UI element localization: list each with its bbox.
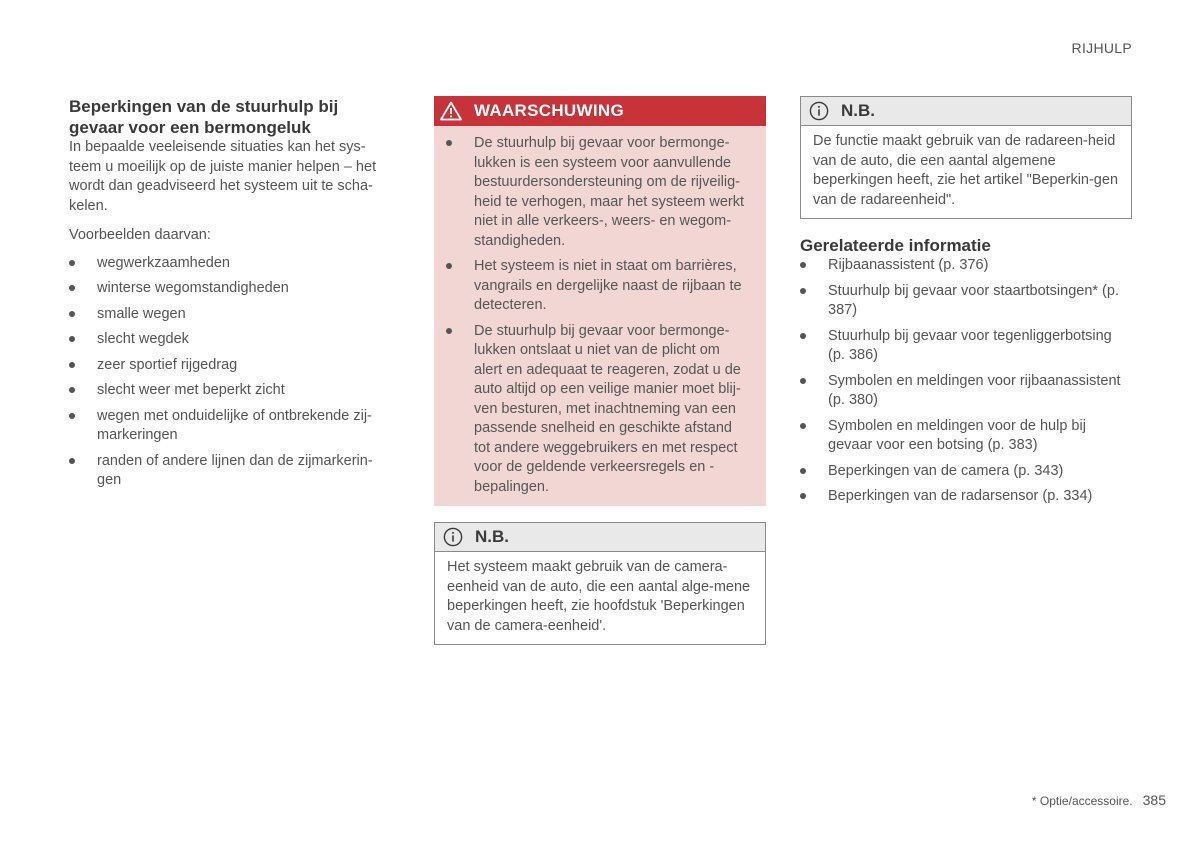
note-title: N.B. (475, 527, 509, 546)
list-item: Het systeem is niet in staat om barrières, vangrails en dergelijke naast de rijbaan te detecteren. (446, 257, 752, 316)
related-link[interactable]: Symbolen en meldingen voor de hulp bij gevaar voor een botsing (p. 383) (800, 417, 1132, 456)
bullet-icon (800, 288, 806, 294)
left-column (69, 96, 393, 497)
warning-title: WAARSCHUWING (474, 101, 624, 120)
info-icon (809, 101, 829, 121)
running-header: RIJHULP (1071, 40, 1132, 56)
middle-column (434, 96, 766, 645)
related-link[interactable]: Stuurhulp bij gevaar voor staartbotsingen* (p. 387) (800, 282, 1132, 321)
list-item: wegen met onduidelijke of ontbrekende zij-markeringen (69, 407, 393, 446)
bullet-icon (69, 285, 75, 291)
right-column (800, 96, 1132, 513)
list-item: zeer sportief rijgedrag (69, 356, 393, 376)
bullet-icon (69, 260, 75, 266)
info-icon (443, 527, 463, 547)
related-link[interactable]: Beperkingen van de radarsensor (p. 334) (800, 487, 1132, 507)
note-header (801, 97, 1131, 126)
bullet-icon (800, 493, 806, 499)
related-info-title: Gerelateerde informatie (800, 236, 991, 255)
list-item: slecht weer met beperkt zicht (69, 381, 393, 401)
examples-label: Voorbeelden daarvan: (69, 227, 211, 243)
bullet-icon (800, 468, 806, 474)
note-box-camera (434, 522, 766, 645)
list-item: De stuurhulp bij gevaar voor bermonge-lukken ontslaat u niet van de plicht om alert en adequaat te reageren, zodat u de auto altijd op een veilige manier moet blij-ven besturen, met inachtneming van een passende snelheid en geschikte afstand tot andere weggebruikers en met respect voor de geldende verkeersregels en -bepalingen. (446, 322, 752, 498)
bullet-icon (69, 413, 75, 419)
list-item: randen of andere lijnen dan de zijmarkerin-gen (69, 452, 393, 491)
section-title: Beperkingen van de stuurhulp bij gevaar voor een bermongeluk (69, 97, 339, 137)
bullet-icon (446, 263, 452, 269)
bullet-icon (69, 458, 75, 464)
note-box-radar (800, 96, 1132, 219)
note-title: N.B. (841, 101, 875, 120)
warning-header (434, 96, 766, 126)
note-body: Het systeem maakt gebruik van de camera-eenheid van de auto, die een aantal alge-mene beperkingen heeft, zie hoofdstuk 'Beperkingen van de camera-eenheid'. (447, 559, 751, 634)
list-item: slecht wegdek (69, 330, 393, 350)
intro-paragraph: In bepaalde veeleisende situaties kan het sys-teem u moeilijk op de juiste manier helpen – het wordt dan geadviseerd het systeem uit te scha-kelen. (69, 139, 377, 214)
bullet-icon (69, 362, 75, 368)
list-item: wegwerkzaamheden (69, 254, 393, 274)
warning-list (434, 126, 766, 506)
bullet-icon (800, 423, 806, 429)
page-number: 385 (1142, 792, 1166, 808)
note-body: De functie maakt gebruik van de radareen-heid van de auto, die een aantal algemene beperkingen heeft, zie het artikel "Beperkin-gen van de radareenheid". (813, 133, 1119, 208)
page-footer (1032, 792, 1166, 808)
bullet-icon (800, 378, 806, 384)
examples-list (69, 254, 393, 491)
list-item: winterse wegomstandigheden (69, 279, 393, 299)
bullet-icon (446, 140, 452, 146)
bullet-icon (800, 262, 806, 268)
related-link[interactable]: Symbolen en meldingen voor rijbaanassistent (p. 380) (800, 372, 1132, 411)
warning-box (434, 96, 766, 506)
bullet-icon (69, 387, 75, 393)
bullet-icon (69, 311, 75, 317)
related-link[interactable]: Rijbaanassistent (p. 376) (800, 256, 1132, 276)
related-links-list (800, 256, 1132, 507)
warning-triangle-icon (440, 101, 462, 121)
note-header (435, 523, 765, 552)
bullet-icon (800, 333, 806, 339)
bullet-icon (69, 336, 75, 342)
footnote: * Optie/accessoire. (1031, 794, 1133, 808)
related-link[interactable]: Stuurhulp bij gevaar voor tegenliggerbotsing (p. 386) (800, 327, 1132, 366)
list-item: De stuurhulp bij gevaar voor bermonge-lukken is een systeem voor aanvullende bestuurdersondersteuning om de rijveilig-heid te verhogen, maar het systeem werkt niet in alle verkeers-, weers- en wegom-standigheden. (446, 134, 752, 251)
bullet-icon (446, 328, 452, 334)
list-item: smalle wegen (69, 305, 393, 325)
related-link[interactable]: Beperkingen van de camera (p. 343) (800, 462, 1132, 482)
